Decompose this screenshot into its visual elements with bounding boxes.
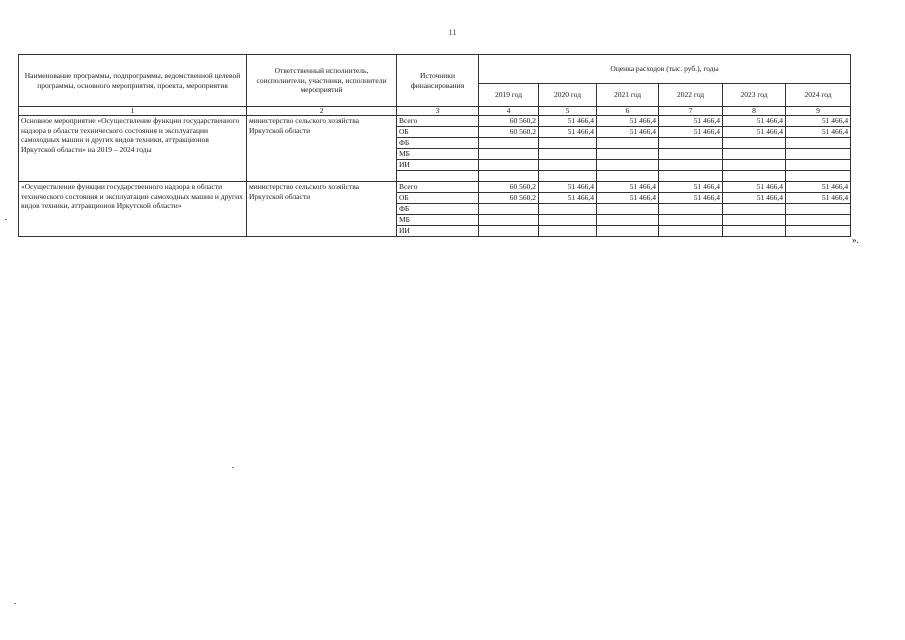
value-cell: 60 560,2 [479,193,539,204]
value-cell: 51 466,4 [597,182,659,193]
value-cell [723,149,786,160]
column-number: 5 [539,107,597,116]
value-cell [786,138,851,149]
value-cell [723,215,786,226]
column-number: 6 [597,107,659,116]
value-cell [597,226,659,237]
value-cell [539,204,597,215]
header-name: Наименование программы, подпрограммы, ведомственной целевой программы, основного мероприятия, проекта, мероприятия [19,55,247,107]
value-cell [659,215,723,226]
header-year: 2023 год [723,84,786,107]
value-cell [723,226,786,237]
column-number: 7 [659,107,723,116]
table-row [19,182,851,193]
value-cell [479,160,539,171]
header-year: 2019 год [479,84,539,107]
value-cell [786,226,851,237]
value-cell: 51 466,4 [659,127,723,138]
value-cell: 51 466,4 [723,116,786,127]
header-source: Источники финансирования [397,55,479,107]
value-cell: 51 466,4 [659,193,723,204]
value-cell: 51 466,4 [786,182,851,193]
value-cell: 60 560,2 [479,127,539,138]
value-cell: 51 466,4 [597,116,659,127]
source-cell: МБ [397,215,479,226]
value-cell [723,204,786,215]
value-cell [597,149,659,160]
spacer-cell [479,171,539,182]
value-cell [479,204,539,215]
source-cell: ИИ [397,160,479,171]
source-cell: ФБ [397,204,479,215]
spacer-cell [723,171,786,182]
header-executor: Ответственный исполнитель, соисполнители, участники, исполнители мероприятий [247,55,397,107]
value-cell [786,215,851,226]
value-cell: 51 466,4 [723,193,786,204]
spacer-cell [786,171,851,182]
scan-speck [5,219,7,220]
column-number: 9 [786,107,851,116]
value-cell: 51 466,4 [539,182,597,193]
column-number: 4 [479,107,539,116]
spacer-cell [539,171,597,182]
source-cell: ИИ [397,226,479,237]
scan-speck [14,603,16,604]
block-name: «Осуществление функции государственного надзора в области технического состояния и эксплуатации самоходных машин и других видов техники, аттракционов Иркутской области» [19,182,247,237]
financing-table [18,54,851,237]
value-cell [659,160,723,171]
block-name: Основное мероприятие «Осуществление функции государственного надзора в области технического состояния и эксплуатации самоходных машин и других видов техники, аттракционов Иркутской области» на 2019 – 2024 годы [19,116,247,182]
value-cell [786,204,851,215]
value-cell: 51 466,4 [723,127,786,138]
value-cell: 51 466,4 [786,193,851,204]
value-cell: 51 466,4 [597,127,659,138]
value-cell: 60 560,2 [479,182,539,193]
value-cell [723,160,786,171]
table-row [19,116,851,127]
spacer-cell [659,171,723,182]
value-cell [659,149,723,160]
source-cell: ФБ [397,138,479,149]
column-numbers-row [19,107,851,116]
value-cell [539,138,597,149]
value-cell [659,204,723,215]
value-cell [597,160,659,171]
header-row [19,55,851,84]
value-cell [539,215,597,226]
spacer-cell [597,171,659,182]
value-cell [539,226,597,237]
value-cell: 51 466,4 [659,116,723,127]
value-cell: 51 466,4 [539,193,597,204]
value-cell [479,215,539,226]
value-cell: 51 466,4 [597,193,659,204]
column-number: 8 [723,107,786,116]
value-cell [479,149,539,160]
value-cell [479,138,539,149]
value-cell [659,226,723,237]
value-cell [539,160,597,171]
header-year: 2020 год [539,84,597,107]
source-cell: Всего [397,116,479,127]
value-cell [786,149,851,160]
block-executor: министерство сельского хозяйства Иркутской области [247,116,397,182]
source-cell: ОБ [397,127,479,138]
value-cell [539,149,597,160]
block-executor: министерство сельского хозяйства Иркутской области [247,182,397,237]
value-cell: 51 466,4 [723,182,786,193]
value-cell [479,226,539,237]
value-cell: 51 466,4 [659,182,723,193]
column-number: 1 [19,107,247,116]
value-cell [723,138,786,149]
value-cell: 51 466,4 [786,116,851,127]
column-number: 2 [247,107,397,116]
value-cell [786,160,851,171]
value-cell: 51 466,4 [786,127,851,138]
value-cell [597,215,659,226]
spacer-cell [397,171,479,182]
value-cell [597,204,659,215]
value-cell: 51 466,4 [539,127,597,138]
value-cell [597,138,659,149]
value-cell [659,138,723,149]
source-cell: Всего [397,182,479,193]
header-year: 2024 год [786,84,851,107]
column-number: 3 [397,107,479,116]
page-number: 11 [448,28,457,37]
header-year: 2022 год [659,84,723,107]
header-expenses: Оценка расходов (тыс. руб.), годы [479,55,851,84]
header-year: 2021 год [597,84,659,107]
value-cell: 51 466,4 [539,116,597,127]
scan-speck [232,467,234,468]
value-cell: 60 560,2 [479,116,539,127]
closing-quote-mark: ». [852,235,859,245]
source-cell: ОБ [397,193,479,204]
source-cell: МБ [397,149,479,160]
